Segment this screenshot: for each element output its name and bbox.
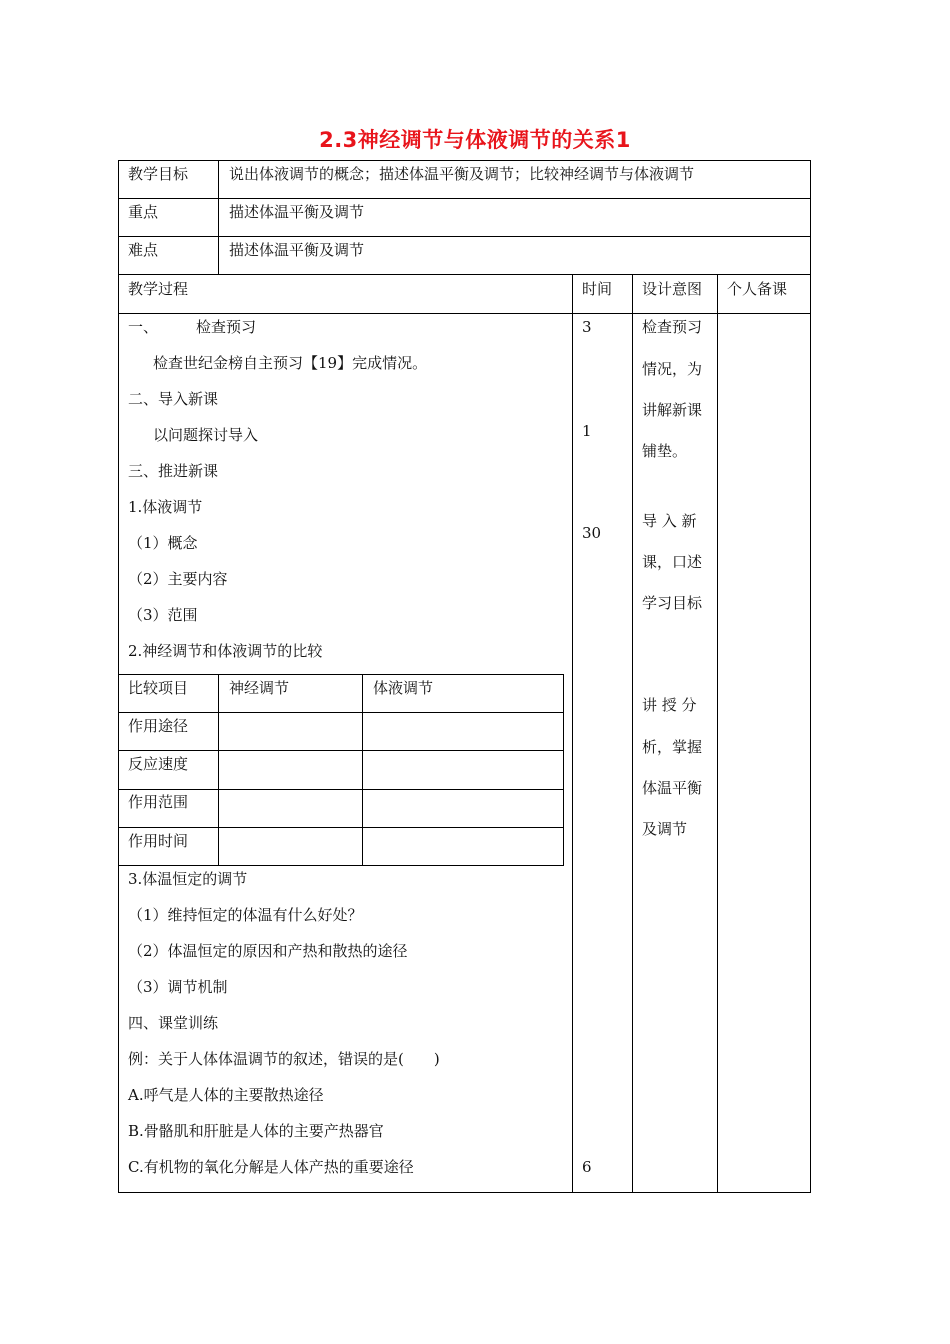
- comparison-header-neural: 神经调节: [229, 679, 290, 697]
- section-1-title: 检查预习: [196, 318, 257, 336]
- exercise-option-a: A.呼气是人体的主要散热途径: [128, 1086, 324, 1104]
- point-1-item-a: （1）概念: [128, 534, 198, 552]
- section-2-body: 以问题探讨导入: [153, 426, 259, 444]
- comparison-row-divider: [118, 789, 564, 790]
- section-1-number: 一、: [128, 318, 159, 336]
- comparison-row-label: 作用途径: [128, 717, 189, 735]
- point-2-title: 2.神经调节和体液调节的比较: [128, 642, 323, 660]
- comparison-col-divider: [218, 674, 219, 866]
- comparison-row-label: 作用范围: [128, 793, 189, 811]
- intent-text: 检查预习: [642, 318, 703, 336]
- document-title: 2.3神经调节与体液调节的关系1: [319, 128, 631, 152]
- section-2-title: 二、导入新课: [128, 390, 219, 408]
- point-3-item-c: （3）调节机制: [128, 978, 228, 996]
- intent-text: 导 入 新: [642, 512, 697, 530]
- comparison-row-label: 反应速度: [128, 755, 189, 773]
- row-divider: [118, 274, 811, 275]
- difficulty-value: 描述体温平衡及调节: [229, 241, 365, 259]
- intent-text: 讲 授 分: [642, 696, 697, 714]
- section-4-title: 四、课堂训练: [128, 1014, 219, 1032]
- point-1-title: 1.体液调节: [128, 498, 203, 516]
- intent-text: 课，口述: [642, 553, 703, 571]
- point-3-item-a: （1）维持恒定的体温有什么好处？: [128, 906, 363, 924]
- col-divider: [572, 274, 573, 1193]
- point-1-item-c: （3）范围: [128, 606, 198, 624]
- intent-text: 析，掌握: [642, 738, 703, 756]
- key-point-value: 描述体温平衡及调节: [229, 203, 365, 221]
- key-point-label: 重点: [128, 203, 159, 221]
- exercise-question: 例：关于人体体温调节的叙述，错误的是( ): [128, 1050, 440, 1068]
- intent-text: 学习目标: [642, 594, 703, 612]
- col-divider: [218, 160, 219, 274]
- col-divider: [717, 274, 718, 1193]
- col-header-intent: 设计意图: [642, 280, 703, 298]
- intent-text: 体温平衡: [642, 779, 703, 797]
- intent-text: 情况，为: [642, 360, 703, 378]
- time-value: 1: [582, 422, 592, 440]
- comparison-row-divider: [118, 750, 564, 751]
- row-divider: [118, 236, 811, 237]
- section-3-title: 三、推进新课: [128, 462, 219, 480]
- col-header-personal: 个人备课: [727, 280, 788, 298]
- point-3-item-b: （2）体温恒定的原因和产热和散热的途径: [128, 942, 408, 960]
- comparison-header-humoral: 体液调节: [373, 679, 434, 697]
- comparison-row-label: 作用时间: [128, 832, 189, 850]
- difficulty-label: 难点: [128, 241, 159, 259]
- exercise-option-c: C.有机物的氧化分解是人体产热的重要途径: [128, 1158, 414, 1176]
- section-1-body: 检查世纪金榜自主预习【19】完成情况。: [153, 354, 428, 372]
- point-1-item-b: （2）主要内容: [128, 570, 228, 588]
- objective-label: 教学目标: [128, 165, 189, 183]
- time-value: 30: [582, 524, 602, 542]
- row-divider: [118, 313, 811, 314]
- col-header-time: 时间: [582, 280, 613, 298]
- comparison-row-divider: [118, 827, 564, 828]
- point-3-title: 3.体温恒定的调节: [128, 870, 248, 888]
- time-value: 6: [582, 1158, 592, 1176]
- comparison-row-divider: [118, 712, 564, 713]
- time-value: 3: [582, 318, 592, 336]
- exercise-option-b: B.骨骼肌和肝脏是人体的主要产热器官: [128, 1122, 384, 1140]
- comparison-col-divider: [362, 674, 363, 866]
- intent-text: 铺垫。: [642, 442, 688, 460]
- comparison-header-item: 比较项目: [128, 679, 189, 697]
- intent-text: 及调节: [642, 820, 688, 838]
- col-divider: [632, 274, 633, 1193]
- col-header-process: 教学过程: [128, 280, 189, 298]
- objective-value: 说出体液调节的概念；描述体温平衡及调节；比较神经调节与体液调节: [229, 165, 695, 183]
- row-divider: [118, 198, 811, 199]
- intent-text: 讲解新课: [642, 401, 703, 419]
